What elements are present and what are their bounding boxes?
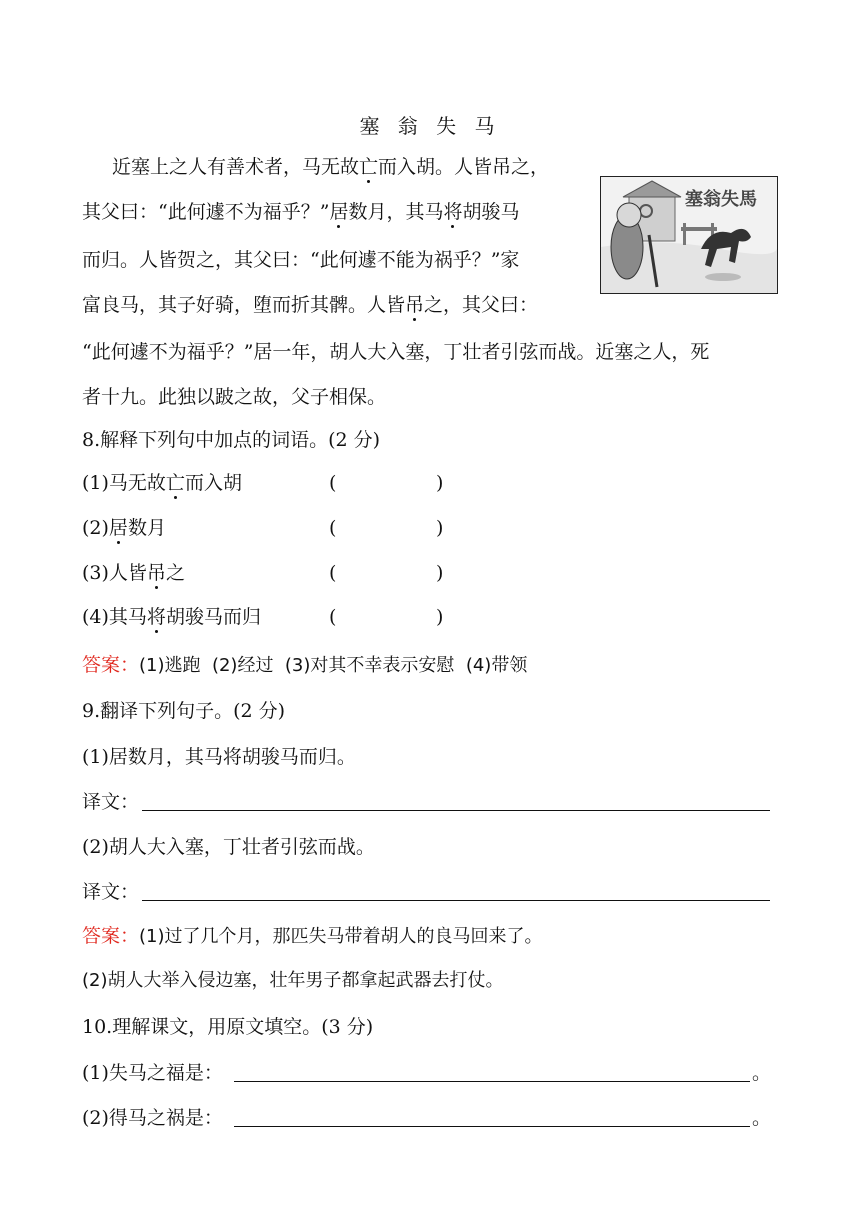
q10-prompt-2: (2)得马之祸是：: [82, 1107, 223, 1129]
question-9-heading: 9.翻译下列句子。(2 分): [82, 700, 286, 722]
answer-blank-open[interactable]: (: [329, 472, 337, 494]
q9-translate-label-1: 译文：: [82, 791, 140, 813]
passage-text: 之，其父曰：: [424, 294, 539, 316]
q8-item-text: 胡骏马而归: [165, 606, 261, 628]
dotted-word: 居: [108, 517, 128, 539]
passage-text: 胡骏马: [462, 201, 520, 223]
q8-item-3: [82, 564, 542, 583]
q9-answer-2: (2)胡人大举入侵边塞，壮年男子都拿起武器去打仗。: [82, 970, 504, 991]
q8-item-text: (1)马无故: [82, 472, 166, 494]
answer-blank-close: ): [436, 562, 444, 584]
answer-label: 答案：: [82, 925, 140, 947]
answer-text: (1)过了几个月，那匹失马带着胡人的良马回来了。: [139, 926, 543, 947]
q10-period-2: 。: [752, 1107, 772, 1129]
question-10-heading: 10.理解课文，用原文填空。(3 分): [82, 1016, 374, 1038]
story-illustration: [600, 176, 778, 294]
dotted-word: 吊: [146, 562, 166, 584]
passage-title: 塞 翁 失 马: [359, 114, 501, 138]
answer-blank-close: ): [436, 517, 444, 539]
q8-item-text: 之: [165, 562, 185, 584]
q9-answer-line-1[interactable]: [142, 810, 770, 811]
q8-item-1: [82, 474, 542, 493]
passage-text: 数月，其马: [348, 201, 444, 223]
passage-text: 其父曰：“此何遽不为福乎？”: [82, 201, 330, 223]
dotted-word: 将: [146, 606, 166, 628]
passage-line-2: [82, 203, 520, 222]
q8-item-text: (4)其马: [82, 606, 147, 628]
answer-blank-open[interactable]: (: [329, 562, 337, 584]
answer-blank-open[interactable]: (: [329, 606, 337, 628]
q8-item-4: [82, 608, 542, 627]
q8-item-text: (3)人皆: [82, 562, 147, 584]
passage-text: 而入胡。人皆吊之，: [378, 156, 550, 178]
q9-answer-line-2[interactable]: [142, 900, 770, 901]
answer-blank-close: ): [436, 606, 444, 628]
answer-label: 答案：: [82, 654, 140, 676]
q10-answer-line-1[interactable]: [234, 1081, 750, 1082]
answer-text: (1)逃跑 (2)经过 (3)对其不幸表示安慰 (4)带领: [139, 655, 528, 676]
passage-line-5: “此何遽不为福乎？”居一年，胡人大入塞，丁壮者引弦而战。近塞之人，死: [82, 341, 710, 363]
dotted-word: 居: [329, 201, 349, 223]
q9-sentence-1: (1)居数月，其马将胡骏马而归。: [82, 746, 356, 768]
passage-line-4: [82, 296, 538, 315]
passage-line-6: 者十九。此独以跛之故，父子相保。: [82, 386, 387, 408]
dotted-word: 亡: [359, 156, 379, 178]
answer-blank-open[interactable]: (: [329, 517, 337, 539]
passage-text: 近塞上之人有善术者，马无故: [112, 156, 360, 178]
q8-item-text: 而入胡: [184, 472, 242, 494]
q8-item-text: 数月: [127, 517, 166, 539]
q8-item-text: (2): [82, 517, 109, 539]
question-8-heading: 8.解释下列句中加点的词语。(2 分): [82, 429, 381, 451]
q10-prompt-1: (1)失马之福是：: [82, 1062, 223, 1084]
q9-answer-1: [82, 927, 543, 946]
q10-answer-line-2[interactable]: [234, 1126, 750, 1127]
dotted-word: 吊: [405, 294, 425, 316]
passage-text: 富良马，其子好骑，堕而折其髀。人皆: [82, 294, 406, 316]
passage-line-1: [112, 158, 549, 177]
illustration-caption: 塞翁失馬: [683, 185, 759, 211]
passage-line-3: 而归。人皆贺之，其父曰：“此何遽不能为祸乎？”家: [82, 249, 520, 271]
q10-period-1: 。: [752, 1062, 772, 1084]
dotted-word: 亡: [165, 472, 185, 494]
q8-answer: [82, 656, 527, 675]
q9-translate-label-2: 译文：: [82, 881, 140, 903]
q9-sentence-2: (2)胡人大入塞，丁壮者引弦而战。: [82, 836, 375, 858]
answer-blank-close: ): [436, 472, 444, 494]
dotted-word: 将: [443, 201, 463, 223]
q8-item-2: [82, 519, 542, 538]
